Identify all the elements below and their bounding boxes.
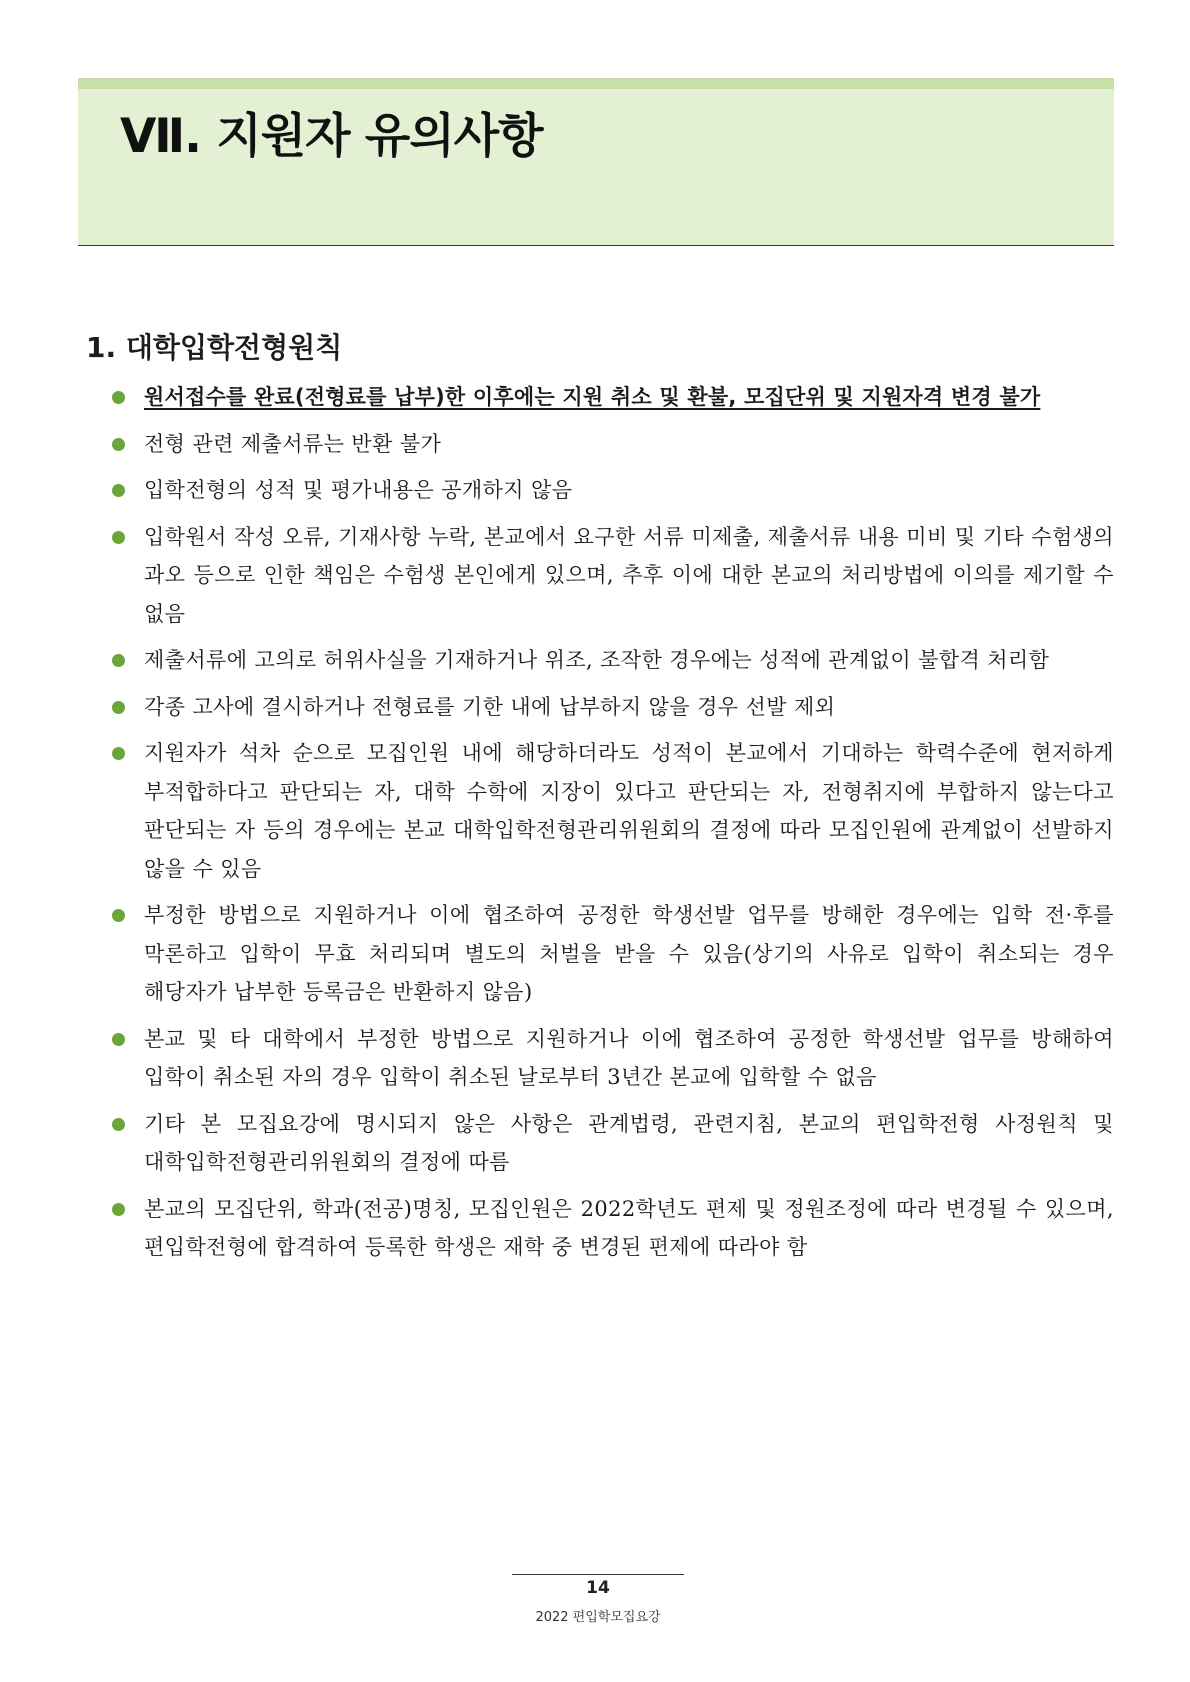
rule-item (108, 688, 1114, 727)
page-number: 14 (586, 1578, 610, 1598)
rule-text: 입학전형의 성적 및 평가내용은 공개하지 않음 (144, 478, 573, 502)
rule-text: 본교의 모집단위, 학과(전공)명칭, 모집인원은 2022학년도 편제 및 정원조정에 따라 변경될 수 있으며, 편입학전형에 합격하여 등록한 학생은 재학 중 변경된 편제에 따라야 함 (144, 1196, 1114, 1259)
rule-item (108, 641, 1114, 680)
rule-item (108, 471, 1114, 510)
bullet-dot-icon (112, 531, 125, 544)
rule-item (108, 896, 1114, 1012)
bullet-dot-icon (112, 484, 125, 497)
rule-text: 기타 본 모집요강에 명시되지 않은 사항은 관계법령, 관련지침, 본교의 편입학전형 사정원칙 및 대학입학전형관리위원회의 결정에 따름 (144, 1111, 1114, 1174)
document-name: 2022 편입학모집요강 (535, 1610, 661, 1625)
bullet-dot-icon (112, 438, 125, 451)
bullet-dot-icon (112, 1033, 125, 1046)
bullet-dot-icon (112, 1203, 125, 1216)
rule-text: 전형 관련 제출서류는 반환 불가 (144, 431, 442, 456)
rule-text: 제출서류에 고의로 허위사실을 기재하거나 위조, 조작한 경우에는 성적에 관계없이 불합격 처리함 (144, 648, 1050, 672)
rule-item (108, 1190, 1114, 1267)
section-heading: 1. 대학입학전형원칙 (86, 331, 343, 364)
bullet-dot-icon (112, 391, 125, 404)
rule-text: 부정한 방법으로 지원하거나 이에 협조하여 공정한 학생선발 업무를 방해한 경우에는 입학 전·후를 막론하고 입학이 무효 처리되며 별도의 처벌을 받을 수 있음(상기의 사유로 입학이 취소되는 경우 해당자가 납부한 등록금은 반환하지 않음) (144, 903, 1114, 1004)
rule-text: 지원자가 석차 순으로 모집인원 내에 해당하더라도 성적이 본교에서 기대하는 학력수준에 현저하게 부적합하다고 판단되는 자, 대학 수학에 지장이 있다고 판단되는 자, 전형취지에 부합하지 않는다고 판단되는 자 등의 경우에는 본교 대학입학전형관리위원회의 결정에 따라 모집인원에 관계없이 선발하지 않을 수 있음 (144, 741, 1114, 881)
rule-item (108, 425, 1114, 464)
bullet-dot-icon (112, 654, 125, 667)
bullet-dot-icon (112, 909, 125, 922)
rules-list (108, 378, 1114, 1275)
footer-divider (512, 1574, 684, 1575)
rule-text: 입학원서 작성 오류, 기재사항 누락, 본교에서 요구한 서류 미제출, 제출서류 내용 미비 및 기타 수험생의 과오 등으로 인한 책임은 수험생 본인에게 있으며, 추후 이에 대한 본교의 처리방법에 이의를 제기할 수 없음 (144, 524, 1114, 626)
chapter-header (78, 78, 1114, 246)
rule-item (108, 518, 1114, 634)
rule-item (108, 734, 1114, 888)
bullet-dot-icon (112, 701, 125, 714)
rule-text: 원서접수를 완료(전형료를 납부)한 이후에는 지원 취소 및 환불, 모집단위 및 지원자격 변경 불가 (144, 385, 1041, 409)
bullet-dot-icon (112, 1118, 125, 1131)
bullet-dot-icon (112, 747, 125, 760)
rule-text: 각종 고사에 결시하거나 전형료를 기한 내에 납부하지 않을 경우 선발 제외 (144, 694, 836, 719)
chapter-title: Ⅶ. 지원자 유의사항 (120, 109, 543, 164)
rule-item (108, 378, 1114, 417)
rule-text: 본교 및 타 대학에서 부정한 방법으로 지원하거나 이에 협조하여 공정한 학생선발 업무를 방해하여 입학이 취소된 자의 경우 입학이 취소된 날로부터 3년간 본교에 입학할 수 없음 (144, 1026, 1114, 1089)
rule-item (108, 1020, 1114, 1097)
rule-item (108, 1105, 1114, 1182)
